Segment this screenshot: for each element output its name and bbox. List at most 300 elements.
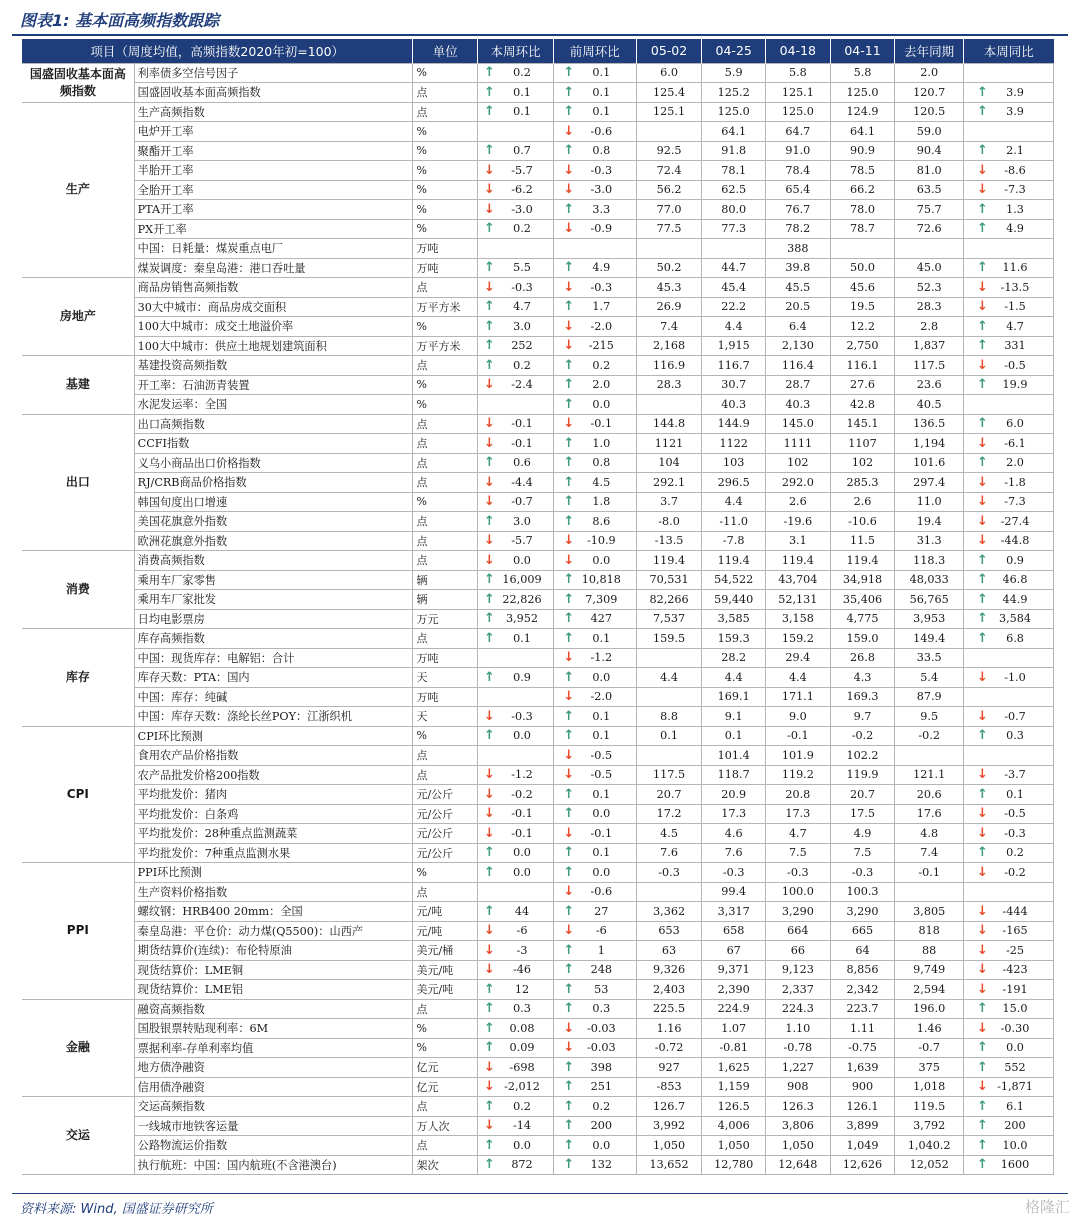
prev-wow-cell — [553, 882, 636, 902]
arrow-down-icon: ↓ — [484, 923, 495, 939]
value-cell: 102 — [830, 453, 895, 473]
change-value: 11.6 — [1002, 261, 1028, 275]
arrow-down-icon: ↓ — [563, 279, 575, 295]
value-cell: -0.7 — [895, 1038, 964, 1058]
wow-cell — [478, 531, 554, 551]
arrow-down-icon: ↓ — [563, 689, 575, 705]
indicator-name: 水泥发运率：全国 — [134, 395, 413, 415]
wow-cell — [478, 453, 554, 473]
change-value: 5.5 — [513, 261, 531, 275]
value-cell: 78.7 — [830, 219, 895, 239]
arrow-up-icon: ↑ — [563, 591, 575, 607]
table-row — [22, 83, 1054, 103]
wow-cell — [478, 824, 554, 844]
yoy-cell — [964, 1097, 1054, 1117]
value-cell: -19.6 — [766, 512, 831, 532]
indicator-name: 聚酯开工率 — [134, 141, 413, 161]
arrow-up-icon: ↑ — [977, 1001, 988, 1017]
unit-cell: 点 — [413, 102, 478, 122]
value-cell: 104 — [636, 453, 702, 473]
value-cell: 56.2 — [636, 180, 702, 200]
indicator-name: 30大中城市：商品房成交面积 — [134, 297, 413, 317]
change-value: 0.3 — [1006, 729, 1024, 743]
unit-cell: 美元/吨 — [413, 980, 478, 1000]
unit-cell: 元/公斤 — [413, 843, 478, 863]
wow-cell — [478, 395, 554, 415]
unit-cell: 美元/吨 — [413, 960, 478, 980]
value-cell: 297.4 — [895, 473, 964, 493]
table-row — [22, 882, 1054, 902]
arrow-down-icon: ↓ — [977, 474, 988, 490]
table-row — [22, 375, 1054, 395]
value-cell: 119.4 — [636, 551, 702, 571]
change-value: 0.9 — [513, 670, 531, 684]
value-cell: 20.9 — [702, 785, 766, 805]
unit-cell: 点 — [413, 882, 478, 902]
arrow-down-icon: ↓ — [563, 552, 575, 568]
yoy-cell — [964, 258, 1054, 278]
indicator-name: 融资高频指数 — [134, 999, 413, 1019]
wow-cell — [478, 921, 554, 941]
prev-wow-cell — [553, 512, 636, 532]
change-value: 27 — [594, 904, 609, 918]
change-value: 3,584 — [998, 612, 1032, 626]
value-cell: 90.4 — [895, 141, 964, 161]
unit-cell: % — [413, 1019, 478, 1039]
arrow-down-icon: ↓ — [977, 357, 988, 373]
arrow-down-icon: ↓ — [484, 377, 495, 393]
change-value: 0.1 — [592, 709, 611, 723]
value-cell: 81.0 — [895, 161, 964, 181]
wow-cell — [478, 258, 554, 278]
arrow-up-icon: ↑ — [484, 455, 495, 471]
table-row — [22, 746, 1054, 766]
table-row — [22, 629, 1054, 649]
change-value: -2.0 — [590, 319, 613, 333]
indicator-name: 全胎开工率 — [134, 180, 413, 200]
arrow-up-icon: ↑ — [977, 1118, 988, 1134]
value-cell: 66 — [766, 941, 831, 961]
prev-wow-cell — [553, 707, 636, 727]
change-value: 0.1 — [592, 105, 611, 119]
unit-cell: % — [413, 63, 478, 83]
value-cell: 4.4 — [702, 668, 766, 688]
value-cell: 2,594 — [895, 980, 964, 1000]
yoy-cell — [964, 707, 1054, 727]
value-cell: 908 — [766, 1077, 831, 1097]
arrow-up-icon: ↑ — [977, 84, 988, 100]
value-cell: 1121 — [636, 434, 702, 454]
arrow-up-icon: ↑ — [484, 669, 495, 685]
yoy-cell — [964, 531, 1054, 551]
arrow-up-icon: ↑ — [563, 962, 575, 978]
wow-cell — [478, 239, 554, 259]
change-value: -0.1 — [590, 417, 613, 431]
table-row — [22, 336, 1054, 356]
arrow-up-icon: ↑ — [563, 455, 575, 471]
arrow-down-icon: ↓ — [977, 669, 988, 685]
value-cell: 64.7 — [766, 122, 831, 142]
prev-wow-cell — [553, 804, 636, 824]
change-value: 248 — [590, 963, 612, 977]
change-value: 1.8 — [592, 495, 611, 509]
value-cell: 102.2 — [830, 746, 895, 766]
value-cell: 665 — [830, 921, 895, 941]
arrow-up-icon: ↑ — [563, 630, 575, 646]
value-cell: 80.0 — [702, 200, 766, 220]
value-cell: 78.2 — [766, 219, 831, 239]
change-value: 251 — [590, 1080, 612, 1094]
arrow-up-icon: ↑ — [484, 299, 495, 315]
table-row — [22, 902, 1054, 922]
change-value: 0.1 — [513, 105, 531, 119]
arrow-up-icon: ↑ — [563, 728, 575, 744]
indicator-name: 乘用车厂家批发 — [134, 590, 413, 610]
yoy-cell — [964, 512, 1054, 532]
change-value: 0.7 — [513, 144, 531, 158]
change-value: -0.3 — [590, 163, 613, 177]
yoy-cell — [964, 375, 1054, 395]
value-cell: 26.8 — [830, 648, 895, 668]
indicator-name: 美国花旗意外指数 — [134, 512, 413, 532]
value-cell: 78.0 — [830, 200, 895, 220]
change-value: -3.0 — [511, 202, 533, 216]
change-value: 6.8 — [1006, 631, 1024, 645]
prev-wow-cell — [553, 960, 636, 980]
change-value: -6 — [516, 924, 528, 938]
value-cell: -0.81 — [702, 1038, 766, 1058]
wow-cell — [478, 414, 554, 434]
indicator-name: 生产资料价格指数 — [134, 882, 413, 902]
change-value: -14 — [512, 1119, 532, 1133]
value-cell: 159.2 — [766, 629, 831, 649]
yoy-cell — [964, 83, 1054, 103]
arrow-down-icon: ↓ — [977, 903, 988, 919]
value-cell: 7.6 — [636, 843, 702, 863]
value-cell: 26.9 — [636, 297, 702, 317]
value-cell: -0.3 — [766, 863, 831, 883]
arrow-up-icon: ↑ — [563, 1118, 575, 1134]
wow-cell — [478, 882, 554, 902]
yoy-cell — [964, 921, 1054, 941]
category-label: 生产 — [22, 102, 134, 278]
value-cell: 1,639 — [830, 1058, 895, 1078]
yoy-cell — [964, 395, 1054, 415]
value-cell: 5.9 — [702, 63, 766, 83]
value-cell: 3,317 — [702, 902, 766, 922]
prev-wow-cell — [553, 648, 636, 668]
unit-cell: % — [413, 180, 478, 200]
yoy-cell — [964, 746, 1054, 766]
indicator-name: 地方债净融资 — [134, 1058, 413, 1078]
arrow-up-icon: ↑ — [484, 221, 495, 237]
value-cell: 145.1 — [830, 414, 895, 434]
col-header-04-11: 04-11 — [830, 39, 895, 63]
yoy-cell — [964, 141, 1054, 161]
unit-cell: 万人次 — [413, 1116, 478, 1136]
arrow-up-icon: ↑ — [563, 494, 575, 510]
value-cell: 42.8 — [830, 395, 895, 415]
table-row — [22, 239, 1054, 259]
change-value: 0.2 — [592, 358, 611, 372]
table-row — [22, 317, 1054, 337]
value-cell: 118.7 — [702, 765, 766, 785]
prev-wow-cell — [553, 317, 636, 337]
arrow-up-icon: ↑ — [484, 1157, 495, 1173]
value-cell: 3,290 — [830, 902, 895, 922]
value-cell: 292.1 — [636, 473, 702, 493]
prev-wow-cell — [553, 1097, 636, 1117]
value-cell: 29.4 — [766, 648, 831, 668]
value-cell: 119.4 — [766, 551, 831, 571]
yoy-cell — [964, 726, 1054, 746]
prev-wow-cell — [553, 941, 636, 961]
value-cell: 64.1 — [702, 122, 766, 142]
arrow-up-icon: ↑ — [484, 981, 495, 997]
yoy-cell — [964, 687, 1054, 707]
col-header-05-02: 05-02 — [636, 39, 702, 63]
value-cell: 3,362 — [636, 902, 702, 922]
change-value: 552 — [1004, 1060, 1026, 1074]
indicator-name: 煤炭调度：秦皇岛港：港口吞吐量 — [134, 258, 413, 278]
category-label: 交运 — [22, 1097, 134, 1175]
table-row — [22, 200, 1054, 220]
value-cell: 145.0 — [766, 414, 831, 434]
header-row — [22, 39, 1054, 63]
unit-cell: 元/吨 — [413, 921, 478, 941]
category-label: 出口 — [22, 414, 134, 551]
unit-cell: 万吨 — [413, 239, 478, 259]
value-cell: 50.0 — [830, 258, 895, 278]
value-cell: 4.9 — [830, 824, 895, 844]
change-value: -0.6 — [590, 124, 613, 138]
wow-cell — [478, 219, 554, 239]
change-value: 0.6 — [513, 456, 531, 470]
value-cell: 120.5 — [895, 102, 964, 122]
value-cell: 1,018 — [895, 1077, 964, 1097]
value-cell: -10.6 — [830, 512, 895, 532]
wow-cell — [478, 843, 554, 863]
value-cell: 33.5 — [895, 648, 964, 668]
value-cell: 1.07 — [702, 1019, 766, 1039]
change-value: 4.9 — [1006, 222, 1024, 236]
arrow-up-icon: ↑ — [563, 299, 575, 315]
arrow-up-icon: ↑ — [563, 435, 575, 451]
arrow-up-icon: ↑ — [563, 474, 575, 490]
arrow-down-icon: ↓ — [977, 435, 988, 451]
unit-cell: 点 — [413, 434, 478, 454]
value-cell: 66.2 — [830, 180, 895, 200]
table-row — [22, 63, 1054, 83]
wow-cell — [478, 278, 554, 298]
value-cell: 12,648 — [766, 1155, 831, 1175]
value-cell: 77.5 — [636, 219, 702, 239]
value-cell: 30.7 — [702, 375, 766, 395]
yoy-cell — [964, 609, 1054, 629]
indicator-name: 信用债净融资 — [134, 1077, 413, 1097]
value-cell: 27.6 — [830, 375, 895, 395]
arrow-down-icon: ↓ — [563, 1020, 575, 1036]
value-cell: 56,765 — [895, 590, 964, 610]
indicator-name: 商品房销售高频指数 — [134, 278, 413, 298]
wow-cell — [478, 1019, 554, 1039]
wow-cell — [478, 1097, 554, 1117]
indicator-name: 100大中城市：成交土地溢价率 — [134, 317, 413, 337]
table-row — [22, 1097, 1054, 1117]
change-value: 4.5 — [592, 475, 611, 489]
prev-wow-cell — [553, 453, 636, 473]
change-value: -0.9 — [590, 222, 613, 236]
change-value: 1600 — [1000, 1158, 1030, 1172]
wow-cell — [478, 434, 554, 454]
value-cell: 9,371 — [702, 960, 766, 980]
arrow-up-icon: ↑ — [484, 1001, 495, 1017]
value-cell: 63.5 — [895, 180, 964, 200]
change-value: 44 — [514, 904, 530, 918]
unit-cell: 点 — [413, 551, 478, 571]
change-value: 3.9 — [1006, 105, 1024, 119]
value-cell: -0.3 — [636, 863, 702, 883]
wow-cell — [478, 512, 554, 532]
arrow-down-icon: ↓ — [977, 279, 988, 295]
arrow-down-icon: ↓ — [484, 416, 495, 432]
unit-cell: % — [413, 317, 478, 337]
change-value: -3 — [516, 943, 528, 957]
table-row — [22, 921, 1054, 941]
yoy-cell — [964, 102, 1054, 122]
arrow-up-icon: ↑ — [563, 1157, 575, 1173]
source-note: 资料来源: Wind, 国盛证券研究所 — [20, 1202, 213, 1217]
table-row — [22, 473, 1054, 493]
arrow-down-icon: ↓ — [977, 962, 988, 978]
indicator-name: 平均批发价：白条鸡 — [134, 804, 413, 824]
unit-cell: 点 — [413, 531, 478, 551]
value-cell: -0.2 — [895, 726, 964, 746]
change-value: -0.3 — [511, 280, 533, 294]
prev-wow-cell — [553, 687, 636, 707]
indicator-name: 生产高频指数 — [134, 102, 413, 122]
change-value: 1 — [597, 943, 605, 957]
value-cell: 17.5 — [830, 804, 895, 824]
value-cell: 4.4 — [766, 668, 831, 688]
title-rule — [12, 34, 1068, 36]
indicator-name: PTA开工率 — [134, 200, 413, 220]
arrow-up-icon: ↑ — [977, 611, 988, 627]
unit-cell: 万吨 — [413, 258, 478, 278]
value-cell: 285.3 — [830, 473, 895, 493]
value-cell: 1,049 — [830, 1136, 895, 1156]
table-row — [22, 122, 1054, 142]
indicator-name: 平均批发价：7种重点监测水果 — [134, 843, 413, 863]
prev-wow-cell — [553, 200, 636, 220]
change-value: 3.9 — [1006, 85, 1024, 99]
value-cell: 44.7 — [702, 258, 766, 278]
change-value: -5.7 — [511, 534, 533, 548]
arrow-up-icon: ↑ — [484, 903, 495, 919]
yoy-cell — [964, 1019, 1054, 1039]
col-header-item: 项目（周度均值，高频指数2020年初=100） — [22, 39, 413, 63]
change-value: 0.2 — [513, 358, 531, 372]
value-cell: 3.7 — [636, 492, 702, 512]
prev-wow-cell — [553, 356, 636, 376]
unit-cell: 元/公斤 — [413, 804, 478, 824]
table-row — [22, 395, 1054, 415]
value-cell: 52,131 — [766, 590, 831, 610]
change-value: -6.1 — [1004, 436, 1026, 450]
col-header-unit: 单位 — [413, 39, 478, 63]
value-cell: 4.3 — [830, 668, 895, 688]
value-cell: 5.8 — [766, 63, 831, 83]
wow-cell — [478, 1155, 554, 1175]
value-cell: 118.3 — [895, 551, 964, 571]
change-value: 6.0 — [1006, 417, 1024, 431]
change-value: -7.3 — [1004, 183, 1026, 197]
wow-cell — [478, 141, 554, 161]
yoy-cell — [964, 804, 1054, 824]
change-value: 0.2 — [513, 66, 531, 80]
value-cell: 100.3 — [830, 882, 895, 902]
value-cell: 388 — [766, 239, 831, 259]
wow-cell — [478, 648, 554, 668]
value-cell: 7.6 — [702, 843, 766, 863]
yoy-cell — [964, 551, 1054, 571]
value-cell: 9.5 — [895, 707, 964, 727]
arrow-up-icon: ↑ — [977, 338, 988, 354]
change-value: -1.2 — [590, 651, 613, 665]
yoy-cell — [964, 1058, 1054, 1078]
table-row — [22, 141, 1054, 161]
yoy-cell — [964, 590, 1054, 610]
change-value: 0.0 — [592, 670, 611, 684]
change-value: 0.0 — [592, 865, 611, 879]
prev-wow-cell — [553, 219, 636, 239]
value-cell — [830, 239, 895, 259]
value-cell: 17.3 — [702, 804, 766, 824]
value-cell: 78.1 — [702, 161, 766, 181]
arrow-down-icon: ↓ — [977, 182, 988, 198]
yoy-cell — [964, 473, 1054, 493]
indicator-name: 消费高频指数 — [134, 551, 413, 571]
change-value: 1.7 — [592, 300, 611, 314]
change-value: 2.1 — [1006, 144, 1024, 158]
change-value: -0.6 — [590, 885, 613, 899]
table-row — [22, 531, 1054, 551]
wow-cell — [478, 746, 554, 766]
change-value: -423 — [1002, 963, 1028, 977]
value-cell: 20.6 — [895, 785, 964, 805]
value-cell: 7.5 — [766, 843, 831, 863]
arrow-up-icon: ↑ — [563, 260, 575, 276]
change-value: -13.5 — [1000, 280, 1030, 294]
change-value: 0.1 — [592, 66, 611, 80]
arrow-up-icon: ↑ — [563, 845, 575, 861]
prev-wow-cell — [553, 1155, 636, 1175]
value-cell: 52.3 — [895, 278, 964, 298]
value-cell: 4.8 — [895, 824, 964, 844]
indicator-name: 票据利率-存单利率均值 — [134, 1038, 413, 1058]
change-value: 0.1 — [513, 85, 531, 99]
value-cell: 126.5 — [702, 1097, 766, 1117]
change-value: -165 — [1002, 924, 1028, 938]
table-row — [22, 668, 1054, 688]
arrow-up-icon: ↑ — [563, 981, 575, 997]
value-cell: 45.5 — [766, 278, 831, 298]
change-value: 1.3 — [1006, 202, 1024, 216]
yoy-cell — [964, 941, 1054, 961]
value-cell: 20.8 — [766, 785, 831, 805]
arrow-up-icon: ↑ — [563, 104, 575, 120]
unit-cell: % — [413, 726, 478, 746]
